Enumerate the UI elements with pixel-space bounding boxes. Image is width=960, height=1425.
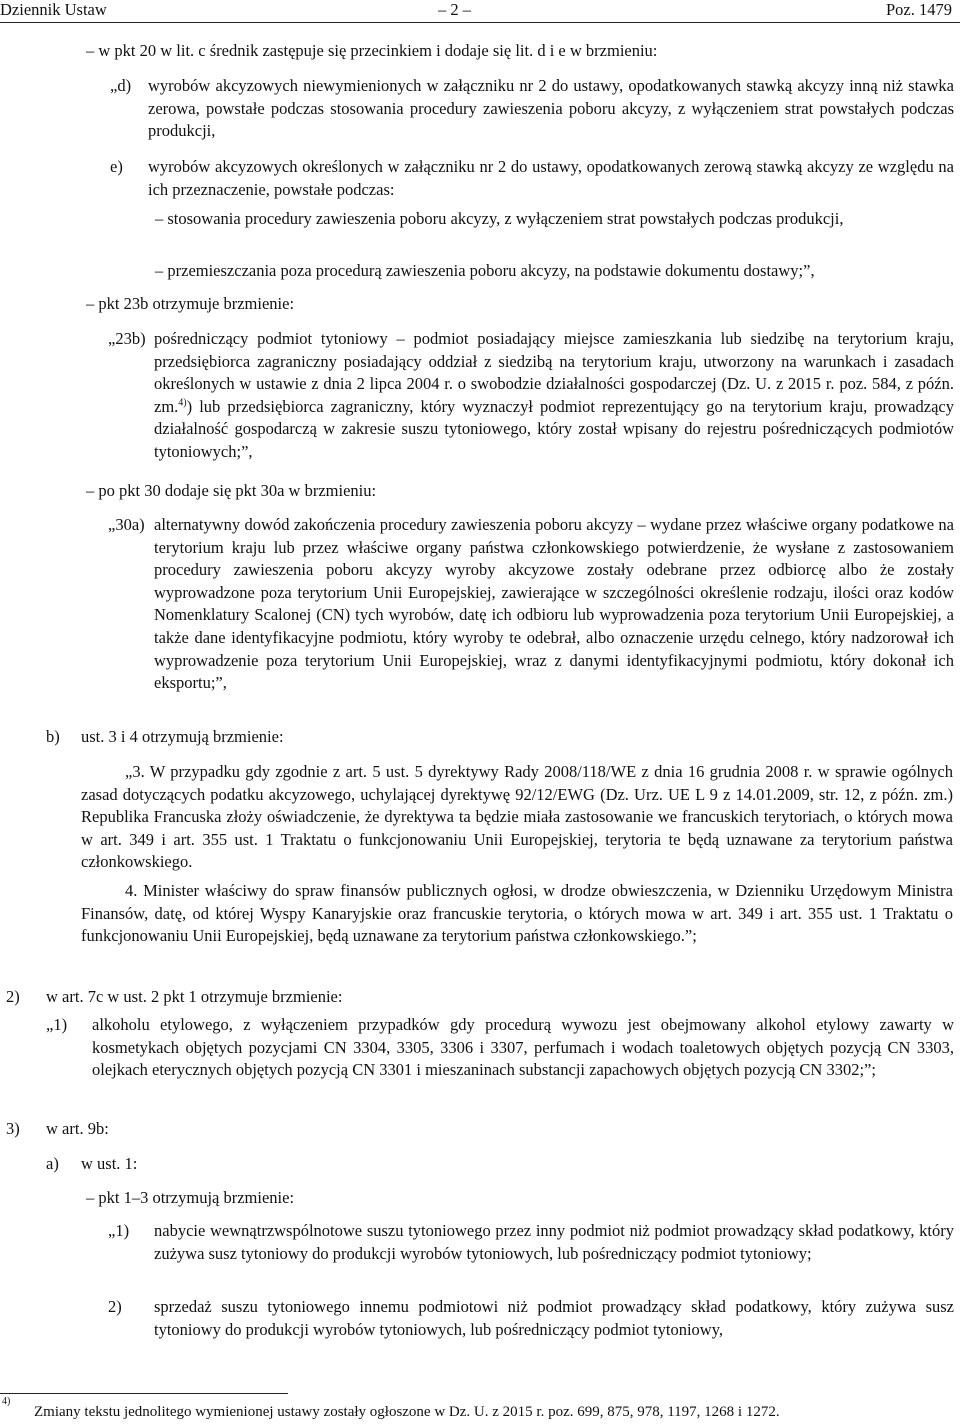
point-2-1-label: „1)	[46, 1015, 68, 1034]
intro-line: – w pkt 20 w lit. c średnik zastępuje się przecinkiem i dodaje się lit. d i e w brzmieniu:	[86, 41, 658, 60]
new-1-text: nabycie wewnątrzwspólnotowe suszu tytoniowego przez inny podmiot niż podmiot prowadzący skład podatkowy, który zużywa susz tytoniowy do produkcji wyrobów tytoniowych, lub pośredniczący podmiot tytoniowy;	[154, 1221, 954, 1263]
p30a-text: alternatywny dowód zakończenia procedury zawieszenia poboru akcyzy – wydane przez właściwe organy podatkowe na terytorium kraju lub przez właściwe organy państwa członkowskiego potwierdzenie, że wysłane z zastosowaniem procedury zawieszenia poboru akcyzy wyroby akcyzowe zostały odebrane przez odbiorcę albo że zostały wyprowadzone poza terytorium Unii Europejskiej, zawierające w szczególności określenie rodzaju, ilości oraz kodów Nomenklatury Scalonej (CN) tych wyrobów, datę ich odbioru lub wyprowadzenia poza terytorium Unii Europejskiej, a także dane identyfikacyjne podmiotu, który wyroby te odebrał, albo oznaczenie urzędu celnego, który nadzorował ich wyprowadzenie poza terytorium Unii Europejskiej, wraz z danymi identyfikacyjnymi podmiotu, który dokonał ich eksportu;”,	[154, 515, 954, 693]
point-3-text: w art. 9b:	[46, 1119, 109, 1138]
footnote-ref: 4)	[178, 397, 187, 409]
pkt-23b-line: – pkt 23b otrzymuje brzmienie:	[86, 294, 295, 313]
point-2-1-text: alkoholu etylowego, z wyłączeniem przypadków gdy procedurą wywozu jest obejmowany alkohol etylowy zawarty w kosmetykach objętych pozycjami CN 3304, 3305, 3306 i 3307, perfumach i wodach toaletowych objętych pozycją CN 3303, olejkach eterycznych objętych pozycją CN 3301 i mieszaninach substancji zapachowych objętych pozycją CN 3302;”;	[92, 1015, 954, 1080]
point-3-label: 3)	[6, 1119, 20, 1138]
item-e-label: e)	[110, 157, 123, 176]
item-b-text: ust. 3 i 4 otrzymują brzmienie:	[81, 727, 284, 746]
item-a-label: a)	[46, 1154, 59, 1173]
pkt-1-3-line: – pkt 1–3 otrzymują brzmienie:	[86, 1188, 295, 1207]
header-divider	[0, 22, 960, 23]
ust-3-text: „3. W przypadku gdy zgodnie z art. 5 ust. 5 dyrektywy Rady 2008/118/WE z dnia 16 grudnia 2008 r. w sprawie ogólnych zasad dotyczących podatku akcyzowego, uchylającej dyrektywę 92/12/EWG (Dz. Urz. UE L 9 z 14.01.2009, str. 12, z późn. zm.) Republika Francuska złoży oświadczenie, że dyrektywa ta będzie miała zastosowanie we francuskich terytoriach, o których mowa w art. 349 i art. 355 ust. 1 Traktatu o funkcjonowaniu Unii Europejskiej, terytoria te będą uznawane za terytorium państwa członkowskiego.	[81, 762, 953, 872]
item-e-dash-1: – stosowania procedury zawieszenia poboru akcyzy, z wyłączeniem strat powstałych podczas produkcji,	[155, 209, 844, 228]
p23b-text-b: ) lub przedsiębiorca zagraniczny, który wyznaczył podmiot reprezentujący go na terytorium kraju, prowadzący działalność gospodarczą w zakresie suszu tytoniowego, który został wpisany do rejestru pośredniczących podmiotów tytoniowych;”,	[154, 396, 954, 461]
point-2-label: 2)	[6, 987, 20, 1006]
page-header	[0, 0, 960, 20]
new-2-label: 2)	[108, 1297, 122, 1316]
item-a-text: w ust. 1:	[81, 1154, 138, 1173]
item-b-label: b)	[46, 727, 60, 746]
p30a-label: „30a)	[108, 515, 145, 534]
position-number: Poz. 1479	[886, 0, 952, 19]
journal-title: Dziennik Ustaw	[0, 0, 107, 19]
point-2-text: w art. 7c w ust. 2 pkt 1 otrzymuje brzmienie:	[46, 987, 343, 1006]
new-1-label: „1)	[108, 1221, 130, 1240]
footnote-text: Zmiany tekstu jednolitego wymienionej ustawy zostały ogłoszone w Dz. U. z 2015 r. poz. 699, 875, 978, 1197, 1268 i 1272.	[34, 1404, 780, 1420]
footnote-mark: 4)	[2, 1396, 11, 1407]
footnote-divider	[0, 1393, 288, 1394]
p23b-text	[154, 328, 954, 464]
p23b-text-a: pośredniczący podmiot tytoniowy – podmiot posiadający miejsce zamieszkania lub siedzibę na terytorium kraju, przedsiębiorca zagraniczny posiadający oddział z siedzibą na terytorium kraju, utworzony na warunkach i zasadach określonych w ustawie z dnia 2 lipca 2004 r. o swobodzie działalności gospodarczej (Dz. U. z 2015 r. poz. 584, z późn. zm.	[154, 329, 954, 416]
item-d-label: „d)	[110, 76, 132, 95]
item-e-text: wyrobów akcyzowych określonych w załączniku nr 2 do ustawy, opodatkowanych zerową stawką akcyzy ze względu na ich przeznaczenie, powstałe podczas:	[148, 157, 954, 199]
p23b-label: „23b)	[108, 329, 146, 348]
ust-4-text: 4. Minister właściwy do spraw finansów publicznych ogłosi, w drodze obwieszczenia, w Dzienniku Urzędowym Ministra Finansów, datę, od której Wyspy Kanaryjskie oraz francuskie terytoria, o których mowa w art. 349 i art. 355 ust. 1 Traktatu o funkcjonowaniu Unii Europejskiej, będą uznawane za terytorium państwa członkowskiego.”;	[81, 881, 953, 946]
new-2-text: sprzedaż suszu tytoniowego innemu podmiotowi niż podmiot prowadzący skład podatkowy, który zużywa susz tytoniowy do produkcji wyrobów tytoniowych, lub pośredniczący podmiot tytoniowy,	[154, 1297, 954, 1339]
item-e-dash-2: – przemieszczania poza procedurą zawieszenia poboru akcyzy, na podstawie dokumentu dostawy;”,	[155, 261, 815, 280]
pkt-30-line: – po pkt 30 dodaje się pkt 30a w brzmieniu:	[86, 481, 377, 500]
page-number: – 2 –	[438, 0, 471, 19]
item-d-text: wyrobów akcyzowych niewymienionych w załączniku nr 2 do ustawy, opodatkowanych stawką akcyzy inną niż stawka zerowa, powstałe podczas stosowania procedury zawieszenia poboru akcyzy, z wyłączeniem strat powstałych podczas produkcji,	[148, 76, 954, 141]
